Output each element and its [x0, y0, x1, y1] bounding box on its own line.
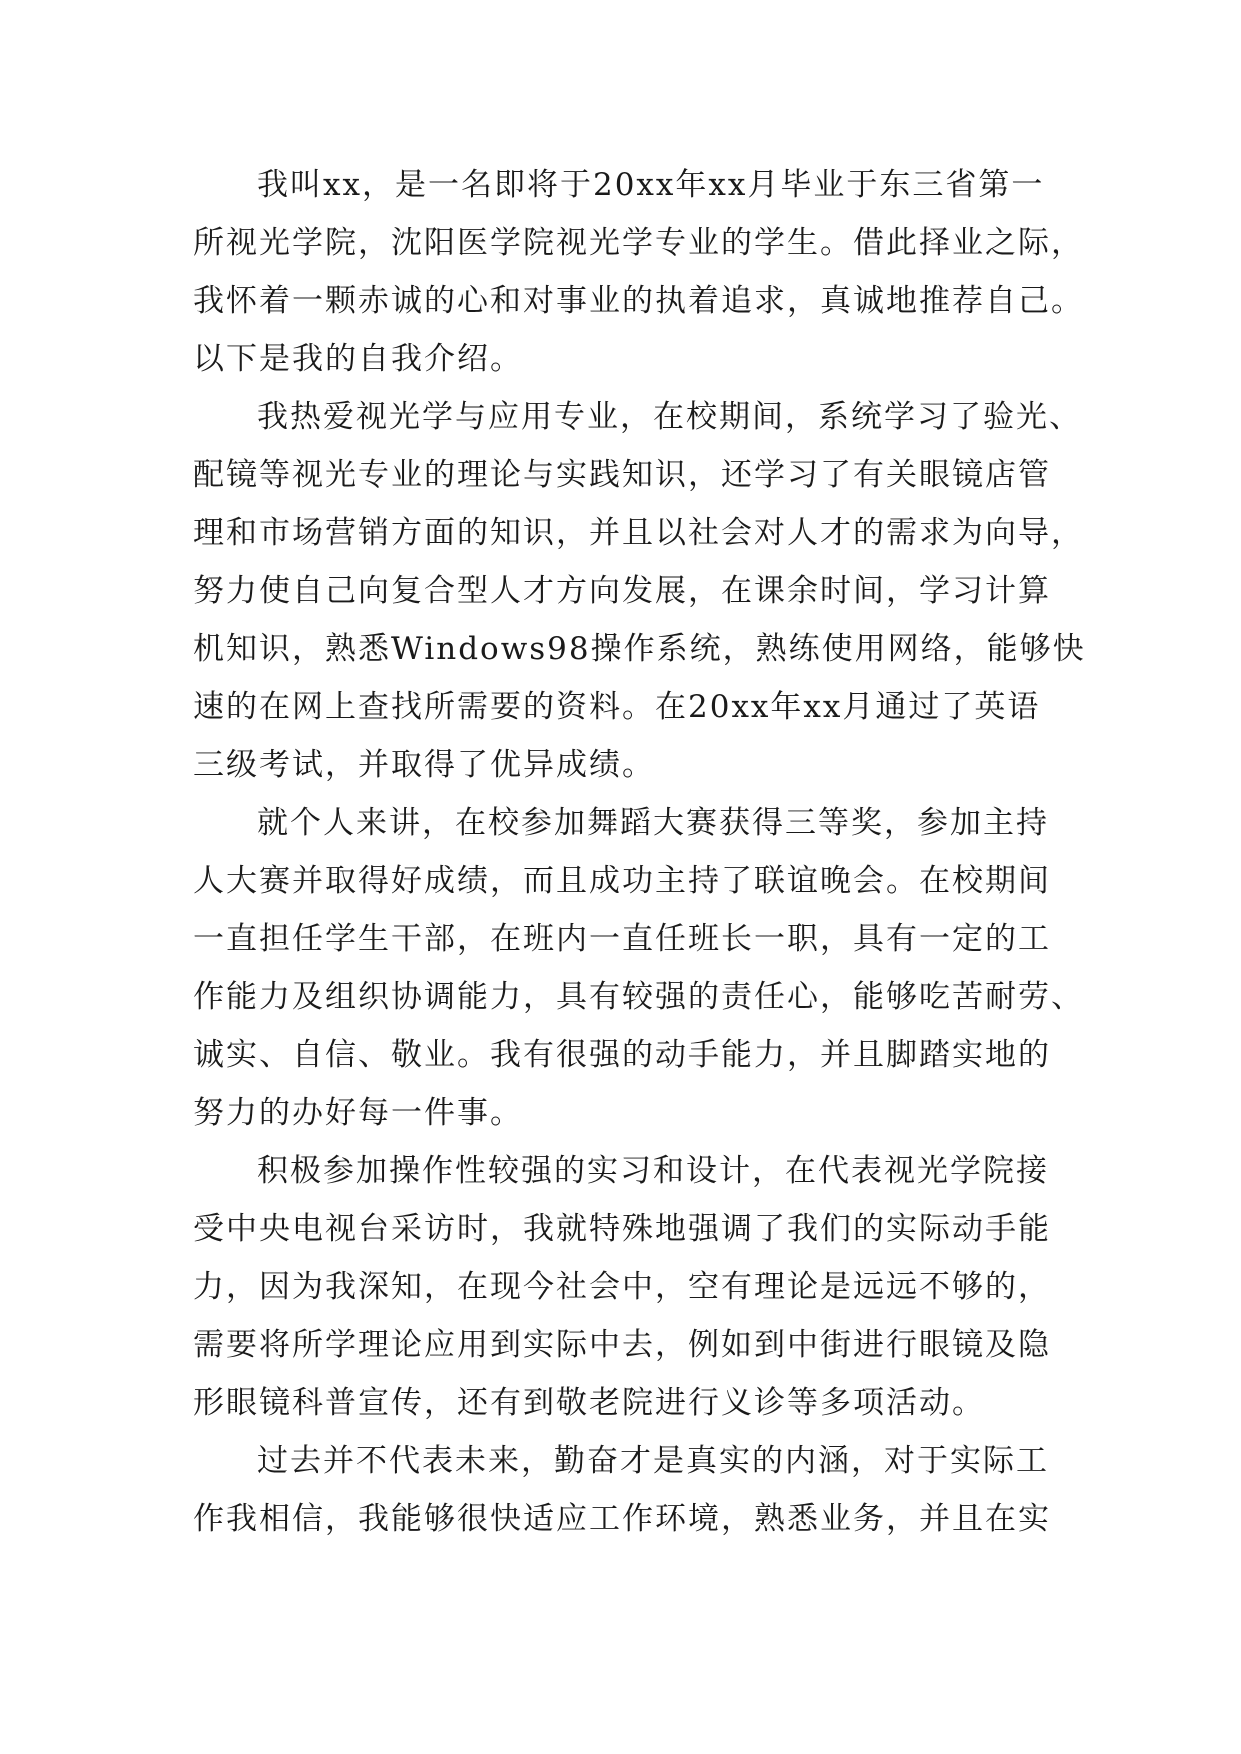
text-line: 作能力及组织协调能力，具有较强的责任心，能够吃苦耐劳、 [193, 979, 1084, 1015]
text-line: 努力使自己向复合型人才方向发展，在课余时间，学习计算 [193, 573, 1051, 609]
text-line: 形眼镜科普宣传，还有到敬老院进行义诊等多项活动。 [193, 1385, 985, 1421]
text-line: 努力的办好每一件事。 [193, 1095, 523, 1131]
text-line: 作我相信，我能够很快适应工作环境，熟悉业务，并且在实 [193, 1501, 1051, 1537]
text-line: 理和市场营销方面的知识，并且以社会对人才的需求为向导， [193, 515, 1084, 551]
paragraph-4 [193, 1142, 1083, 1432]
text-line: 需要将所学理论应用到实际中去，例如到中街进行眼镜及隐 [193, 1327, 1051, 1363]
text-line: 速的在网上查找所需要的资料。在20xx年xx月通过了英语 [193, 689, 1041, 725]
text-line: 积极参加操作性较强的实习和设计，在代表视光学院接 [257, 1153, 1049, 1189]
text-line: 受中央电视台采访时，我就特殊地强调了我们的实际动手能 [193, 1211, 1051, 1247]
text-line: 三级考试，并取得了优异成绩。 [193, 747, 655, 783]
text-line: 力，因为我深知，在现今社会中，空有理论是远远不够的， [193, 1269, 1051, 1305]
paragraph-1 [193, 156, 1083, 388]
text-line: 过去并不代表未来，勤奋才是真实的内涵，对于实际工 [257, 1443, 1049, 1479]
text-line: 我怀着一颗赤诚的心和对事业的执着追求，真诚地推荐自己。 [193, 283, 1084, 319]
text-line: 机知识，熟悉Windows98操作系统，熟练使用网络，能够快 [193, 631, 1086, 667]
text-line: 一直担任学生干部，在班内一直任班长一职，具有一定的工 [193, 921, 1051, 957]
text-line: 以下是我的自我介绍。 [193, 341, 523, 377]
text-line: 诚实、自信、敬业。我有很强的动手能力，并且脚踏实地的 [193, 1037, 1051, 1073]
document-body [193, 156, 1086, 1548]
text-line: 配镜等视光专业的理论与实践知识，还学习了有关眼镜店管 [193, 457, 1051, 493]
text-line: 人大赛并取得好成绩，而且成功主持了联谊晚会。在校期间 [193, 863, 1051, 899]
paragraph-3 [193, 794, 1083, 1142]
text-line: 所视光学院，沈阳医学院视光学专业的学生。借此择业之际， [193, 225, 1084, 261]
paragraph-5 [193, 1432, 1083, 1548]
text-line: 就个人来讲，在校参加舞蹈大赛获得三等奖，参加主持 [257, 805, 1049, 841]
text-line: 我热爱视光学与应用专业，在校期间，系统学习了验光、 [257, 399, 1082, 435]
paragraph-2 [193, 388, 1086, 794]
text-line: 我叫xx，是一名即将于20xx年xx月毕业于东三省第一 [257, 167, 1045, 203]
